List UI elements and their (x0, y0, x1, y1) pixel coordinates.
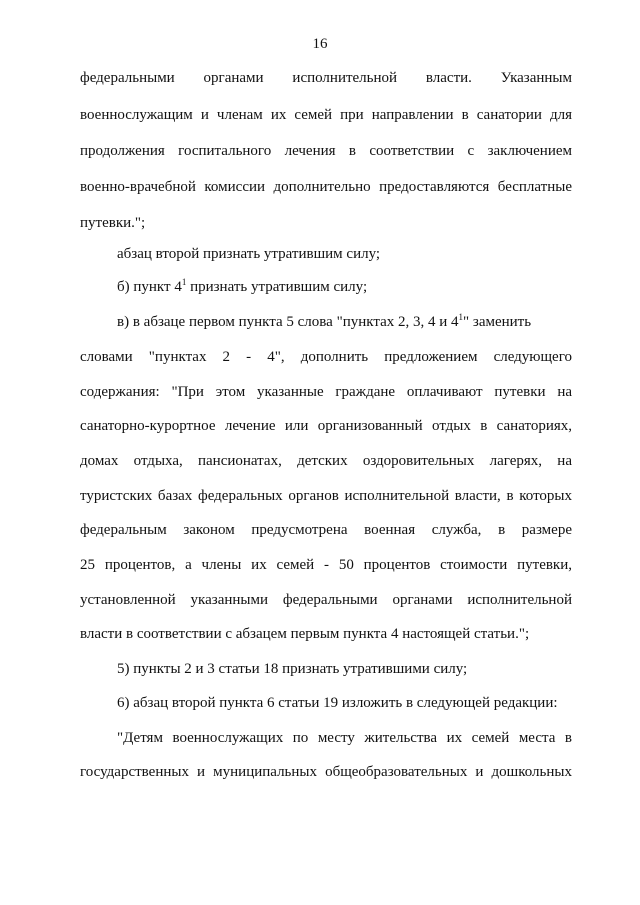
text-line: федеральными органами исполнительной власти. Указанным (80, 70, 572, 86)
text-fragment: в) в абзаце первом пункта 5 слова "пунктах 2, 3, 4 и 4 (117, 314, 459, 330)
text-line (117, 278, 572, 296)
page-number: 16 (312, 36, 328, 52)
text-line: словами "пунктах 2 - 4", дополнить предложением следующего (80, 349, 572, 365)
text-line: туристских базах федеральных органов исполнительной власти, в которых (80, 488, 572, 504)
text-line: государственных и муниципальных общеобразовательных и дошкольных (80, 764, 572, 780)
superscript: 1 (458, 312, 464, 322)
text-line: установленной указанными федеральными органами исполнительной (80, 592, 572, 608)
text-line: "Детям военнослужащих по месту жительства их семей места в (117, 730, 572, 746)
text-line: содержания: "При этом указанные граждане оплачивают путевки на (80, 384, 572, 400)
text-line: 5) пункты 2 и 3 статьи 18 признать утратившими силу; (117, 661, 468, 677)
text-line: военно-врачебной комиссии дополнительно предоставляются бесплатные (80, 179, 572, 195)
text-fragment: б) пункт 4 (117, 279, 182, 295)
text-line: 6) абзац второй пункта 6 статьи 19 изложить в следующей редакции: (117, 695, 558, 711)
text-line (117, 313, 572, 331)
text-line: федеральным законом предусмотрена военная служба, в размере (80, 522, 572, 538)
text-line: санаторно-курортное лечение или организованный отдых в санаториях, (80, 418, 572, 434)
text-line: домах отдыха, пансионатах, детских оздоровительных лагерях, на (80, 453, 572, 469)
superscript: 1 (181, 277, 187, 287)
text-line: абзац второй признать утратившим силу; (117, 246, 381, 262)
text-line: военнослужащим и членам их семей при направлении в санатории для (80, 107, 572, 123)
text-line: власти в соответствии с абзацем первым пункта 4 настоящей статьи."; (80, 626, 530, 642)
text-line: 25 процентов, а члены их семей - 50 процентов стоимости путевки, (80, 557, 572, 573)
text-fragment: " заменить (463, 314, 532, 330)
text-fragment: признать утратившим силу; (190, 279, 368, 295)
text-line: путевки."; (80, 215, 146, 231)
text-line: продолжения госпитального лечения в соответствии с заключением (80, 143, 572, 159)
